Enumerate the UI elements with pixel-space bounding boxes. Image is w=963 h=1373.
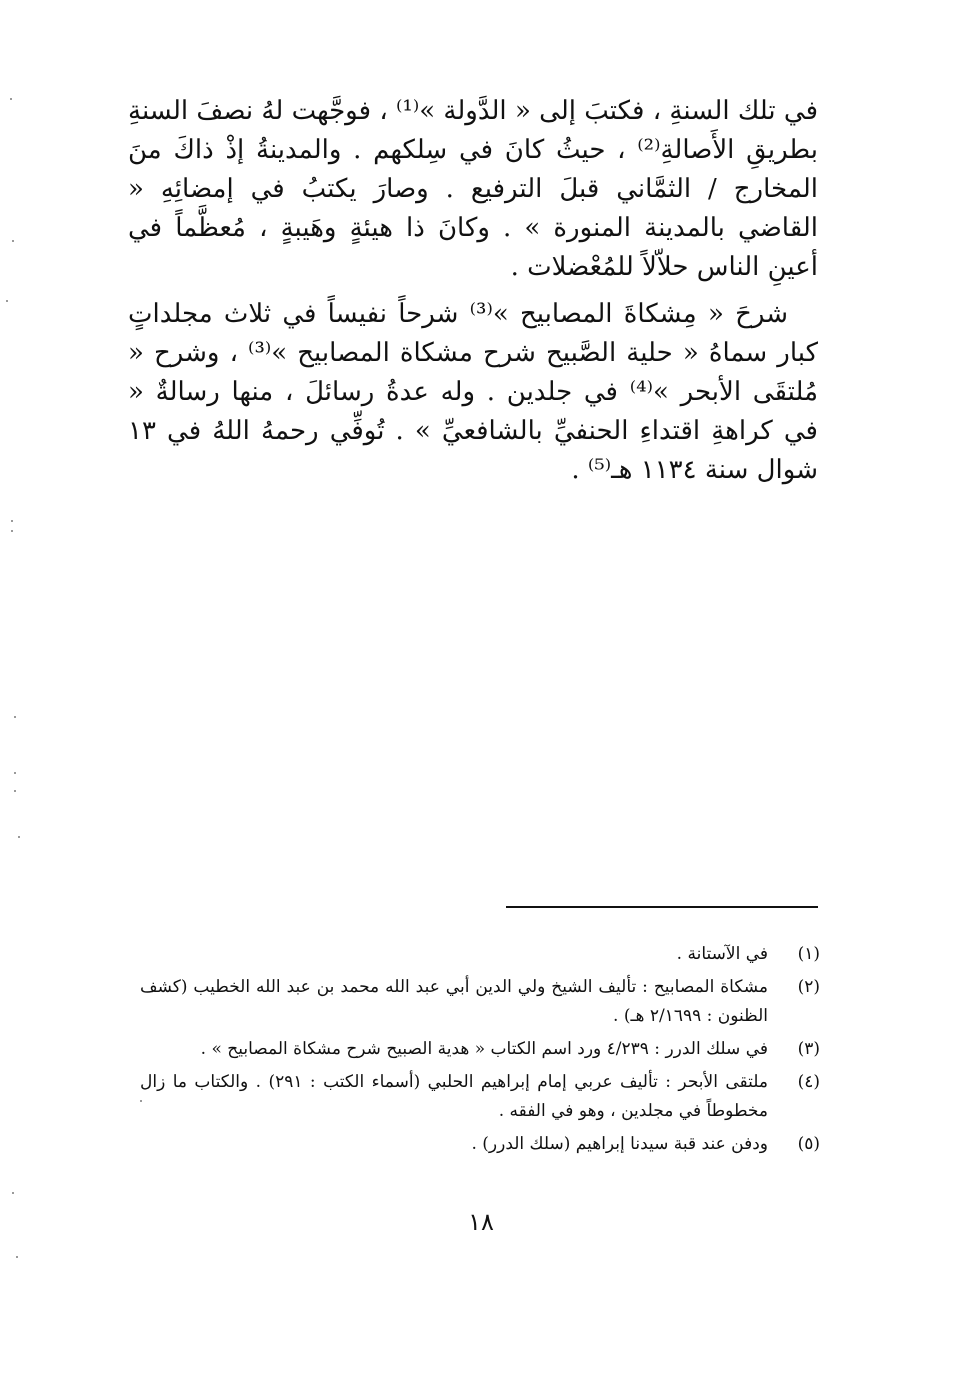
scan-speck (14, 772, 16, 774)
scan-speck (10, 98, 12, 100)
footnote-number: (١) (797, 944, 820, 964)
scan-speck (6, 300, 8, 302)
footnote-number: (٥) (797, 1134, 820, 1154)
scan-speck (11, 530, 13, 532)
paragraph-1: في تلك السنةِ ، فكتبَ إلى « الدَّولة »⁽¹⁾ ، فوجَّهت لهُ نصفَ السنةِ بطريقِ الأَصالةِ⁽²⁾ ، حيثُ كانَ في سِلكهم . والمدينةُ إذْ ذاكَ منَ المخارج / الثمَّاني قبلَ الترفيع . وصارَ يكتبُ في إمضائِهِ « القاضي بالمدينة المنورة » . وكانَ ذا هيئةٍ وهَيبةٍ ، مُعظَّماً في أعينِ الناس حلاّلاً للمُعْضلات . (128, 96, 818, 282)
page-number: ١٨ (468, 1208, 494, 1236)
footnote-text: ودفن عند قبة سيدنا إبراهيم (سلك الدرر) . (471, 1134, 768, 1154)
scan-speck (11, 520, 13, 522)
footnote-2 (140, 973, 820, 1031)
footnote-number: (٣) (797, 1039, 820, 1059)
scan-speck (18, 836, 20, 838)
scan-speck (12, 240, 14, 242)
footnote-3 (140, 1035, 820, 1064)
footnote-number: (٤) (797, 1072, 820, 1092)
footnote-1 (140, 940, 820, 969)
footnote-text: في سلك الدرر : ٤/٢٣٩ ورد اسم الكتاب « هدية الصبيح شرح مشكاة المصابيح » . (200, 1039, 768, 1059)
footnote-4 (140, 1068, 820, 1126)
scan-speck (140, 1100, 142, 1102)
footnote-text: في الآستانة . (676, 944, 768, 964)
main-text (128, 92, 818, 490)
scan-speck (14, 716, 16, 718)
scan-speck (14, 790, 16, 792)
footnote-number: (٢) (797, 977, 820, 997)
footnote-divider (506, 906, 818, 908)
footnote-text: مشكاة المصابيح : تأليف الشيخ ولي الدين أبي عبد الله محمد بن عبد الله الخطيب (كشف الظنون : ٢/١٦٩٩ هـ) . (140, 977, 768, 1026)
footnote-5 (140, 1130, 820, 1159)
scan-speck (12, 1192, 14, 1194)
paragraph-2: شرحَ « مِشكاةَ المصابيح »⁽³⁾ شرحاً نفيساً في ثلاث مجلداتٍ كبار سماهُ « حلية الصَّبيح شرح مشكاة المصابيح »⁽³⁾ ، وشرح « مُلتقَى الأبحر »⁽⁴⁾ في جلدين . وله عدةُ رسائلَ ، منها رسالةٌ « في كراهةِ اقتداءِ الحنفيِّ بالشافعيِّ » . تُوفِّي رحمهُ اللهُ في ١٣ شوال سنة ١١٣٤ هـ⁽⁵⁾ . (128, 299, 818, 485)
footnotes (140, 940, 820, 1163)
scan-speck (16, 1256, 18, 1258)
footnote-text: ملتقى الأبحر : تأليف عربي إمام إبراهيم الحلبي (أسماء الكتب : ٢٩١) . والكتاب ما زال مخطوطاً في مجلدين ، وهو في الفقه . (140, 1072, 768, 1121)
